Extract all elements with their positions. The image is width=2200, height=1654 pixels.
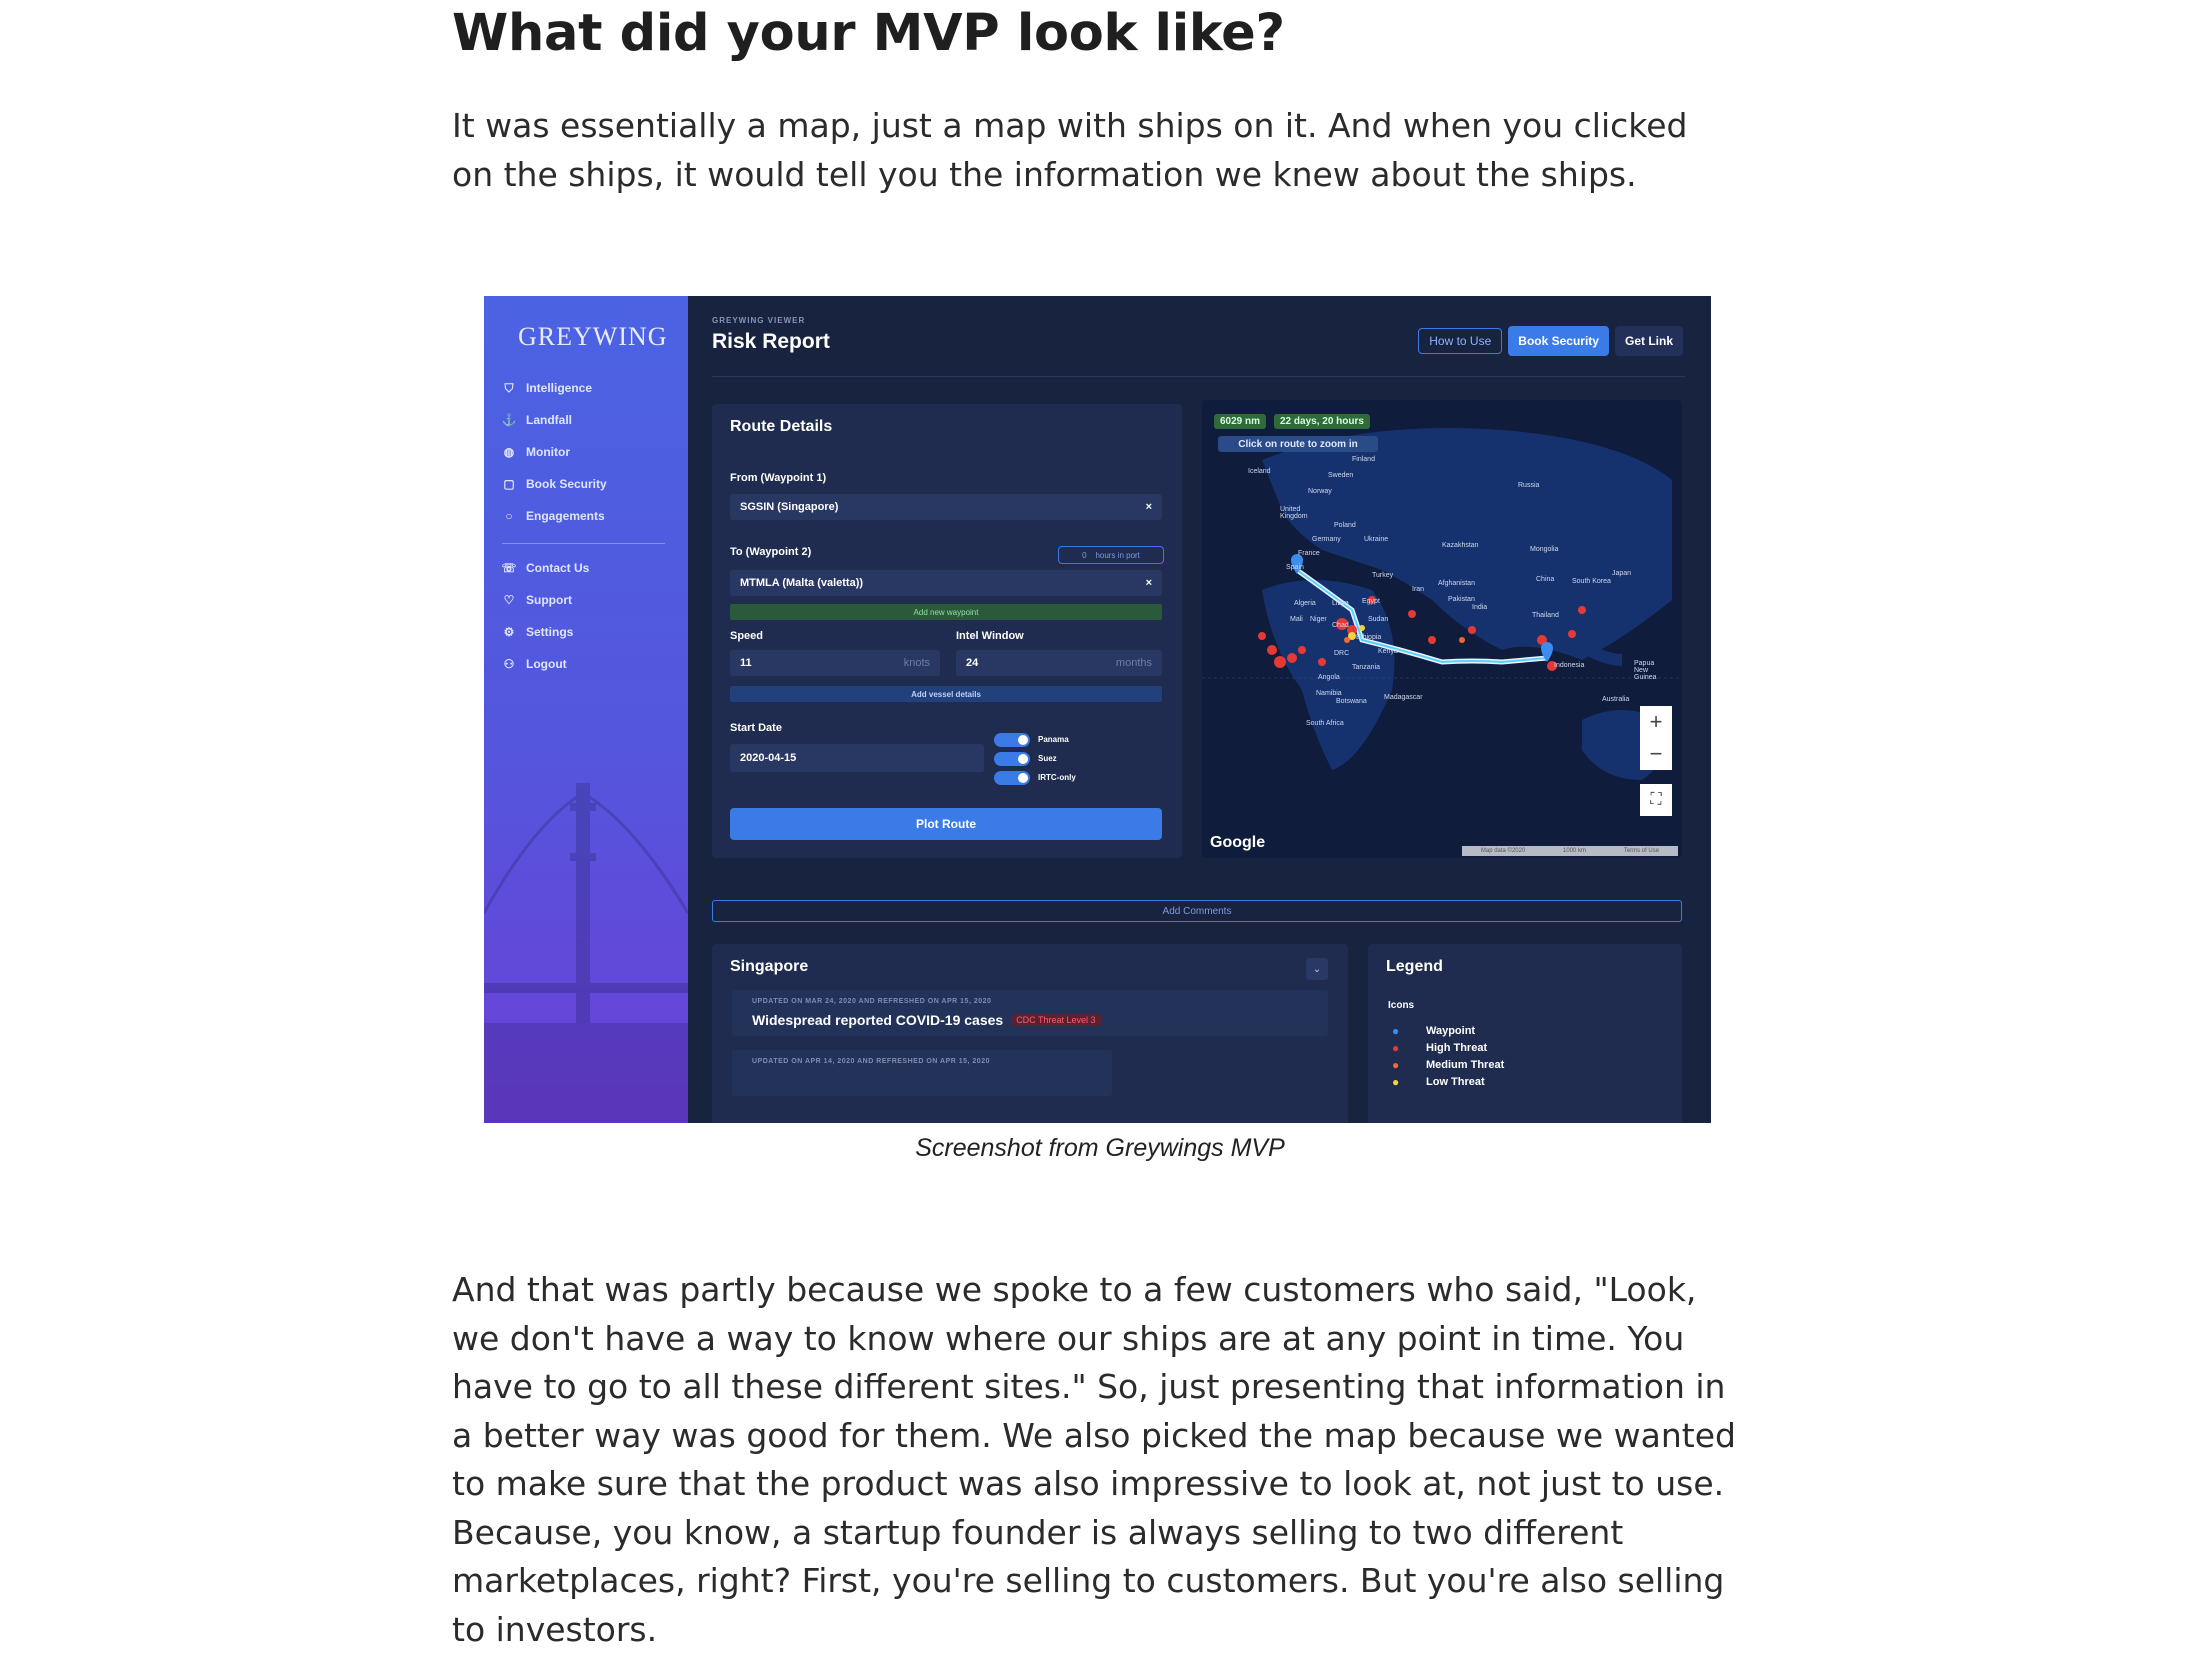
legend-item-waypoint: ● Waypoint [1392,1023,1476,1038]
primary-nav [502,372,607,532]
toggle-suez[interactable]: Suez [994,749,1076,768]
map-label: Mongolia [1530,546,1559,553]
legend-title: Legend [1386,958,1443,975]
map-label: Namibia [1316,690,1342,697]
phone-icon: ☏ [501,561,517,575]
map-label: Kazakhstan [1442,542,1479,549]
nav-item-intelligence[interactable]: ⛉ Intelligence [502,372,607,404]
map-canvas [1202,400,1682,858]
nav-item-engagements[interactable]: ○ Engagements [502,500,607,532]
map-label: Iceland [1248,468,1271,475]
nav-item-contact-us[interactable]: ☏ Contact Us [501,561,590,575]
map-label: Egypt [1362,598,1380,605]
nav-item-landfall[interactable]: ⚓ Landfall [501,413,573,427]
route-map[interactable] [1202,400,1682,858]
speed-input[interactable]: 11 knots [730,650,940,676]
legend-icons-header: Icons [1388,1000,1415,1011]
map-label: Chad [1332,622,1349,629]
map-pin-icon: ● [1392,1057,1400,1072]
threat-badge: CDC Threat Level 3 [1011,1014,1100,1026]
app-sidebar [484,296,688,1123]
map-label: Sweden [1328,472,1354,479]
singapore-card [712,944,1348,1123]
start-date-label: Start Date [730,722,782,734]
bridge-illustration [484,763,688,1123]
google-logo: Google [1210,834,1266,851]
image-caption: Screenshot from Greywings MVP [915,1134,1285,1162]
map-pin-icon: ● [1392,1023,1400,1038]
route-zoom-hint: Click on route to zoom in [1218,436,1378,452]
gear-icon: ⚙ [503,625,515,639]
anchor-icon: ⚓ [501,413,517,427]
intel-window-input[interactable]: 24 months [956,650,1162,676]
get-link-button[interactable]: Get Link [1615,326,1683,356]
terms-link[interactable]: Terms of Use [1623,848,1660,854]
nav-item-book-security[interactable]: ▢ Book Security [503,477,607,491]
sidebar-divider [502,543,665,544]
zoom-in-button[interactable]: + [1640,706,1672,738]
map-label: Ukraine [1364,536,1389,543]
map-label: France [1298,550,1320,557]
secondary-nav [502,552,589,680]
hours-in-port-input[interactable]: 0 hours in port [1058,546,1164,564]
nav-item-logout[interactable]: ⚇ Logout [503,657,567,671]
from-label: From (Waypoint 1) [730,472,827,484]
map-label: Angola [1318,674,1340,681]
legend-list [1392,1022,1504,1090]
map-label: Algeria [1294,600,1316,607]
clear-icon[interactable]: × [1145,501,1152,513]
shield-icon: ⛉ [504,380,514,395]
map-label: Papua New Guinea [1634,660,1657,681]
toggle-switch[interactable] [994,733,1030,747]
nav-item-settings[interactable]: ⚙ Settings [503,625,574,639]
how-to-use-button[interactable]: How to Use [1418,328,1502,354]
viewer-overline: GREYWING VIEWER [712,316,806,325]
intro-paragraph: It was essentially a map, just a map with ships on it. And when you clicked on the ships, it would tell you the information we knew about the ships. [452,106,1688,194]
update-item[interactable] [732,990,1328,1036]
map-label: Madagascar [1384,694,1423,701]
fullscreen-button[interactable]: ⛶ [1640,784,1672,816]
map-label: Tanzania [1352,664,1381,671]
map-label: Turkey [1372,572,1394,579]
map-label: Pakistan [1448,596,1475,603]
section-heading: What did your MVP look like? [452,4,1285,63]
map-label: Mali [1290,616,1303,623]
map-label: South Africa [1306,720,1344,727]
map-label: Ethiopia [1356,634,1382,641]
map-label: DRC [1334,650,1350,657]
update-meta: UPDATED ON MAR 24, 2020 AND REFRESHED ON APR 15, 2020 [752,998,992,1005]
map-label: Afghanistan [1438,580,1475,587]
map-label: Sudan [1368,616,1389,623]
header-actions [1418,326,1683,356]
mvp-screenshot [484,296,1711,1123]
map-label: Iran [1412,586,1425,593]
add-vessel-details-button[interactable]: Add vessel details [730,686,1162,702]
map-label: Indonesia [1554,662,1585,669]
route-duration-badge: 22 days, 20 hours [1274,414,1370,429]
clear-icon[interactable]: × [1145,577,1152,589]
canal-toggles [994,730,1076,787]
circle-icon: ○ [505,509,513,523]
from-field[interactable]: SGSIN (Singapore) × [730,494,1162,520]
page-title: Risk Report [712,330,830,353]
map-label: Finland [1352,456,1375,463]
toggle-switch[interactable] [994,752,1030,766]
map-label: South Korea [1572,578,1611,585]
heart-icon: ♡ [503,593,515,607]
app-main [688,296,1711,1123]
header-divider [712,376,1685,377]
legend-item-high-threat: ● High Threat [1392,1040,1488,1055]
update-item[interactable] [732,1050,1112,1096]
add-waypoint-button[interactable]: Add new waypoint [730,604,1162,620]
map-label: India [1472,604,1488,611]
add-comments-button[interactable]: Add Comments [712,900,1682,922]
legend-item-low-threat: ● Low Threat [1392,1074,1485,1089]
map-label: United Kingdom [1280,506,1308,520]
update-meta: UPDATED ON APR 14, 2020 AND REFRESHED ON APR 15, 2020 [752,1058,990,1065]
map-label: Botswana [1336,698,1367,705]
map-label: Norway [1308,488,1332,495]
book-icon: ▢ [503,477,515,491]
to-label: To (Waypoint 2) [730,546,812,558]
route-details-title: Route Details [730,418,833,435]
toggle-irtc-only[interactable]: IRTC-only [994,768,1076,787]
map-label: Poland [1334,522,1356,529]
book-security-button[interactable]: Book Security [1508,326,1609,356]
map-label: Russia [1518,482,1540,489]
map-label: Australia [1602,696,1630,703]
map-pin-icon: ● [1392,1040,1400,1055]
body-paragraph: And that was partly because we spoke to a few customers who said, "Look, we don't have a way to know where our ships are at any point in time. You have to go to all these different sites." So, just presenting that information in a better way was good for them. We also picked the map because we wanted to make sure that the product was also impressive to look at, not just to use. Because, you know, a startup founder is always selling to two different marketplaces, right? First, you're selling to customers. But you're also selling to investors. [452,1270,1736,1649]
map-pin-icon: ● [1392,1074,1400,1089]
map-attribution: Map data ©2020 1000 km Terms of Use [1462,846,1678,856]
chevron-down-icon[interactable]: ⌄ [1306,958,1328,980]
greywing-logo: GREYWING [518,322,668,351]
legend-card [1368,944,1682,1123]
start-date-input[interactable]: 2020-04-15 [730,744,984,772]
nav-item-monitor[interactable]: ◍ Monitor [503,445,570,459]
speed-label: Speed [730,630,764,642]
toggle-panama[interactable]: Panama [994,730,1076,749]
to-field[interactable]: MTMLA (Malta (valetta)) × [730,570,1162,596]
nav-item-support[interactable]: ♡ Support [503,593,572,607]
plot-route-button[interactable]: Plot Route [730,808,1162,840]
update-title: Widespread reported COVID-19 cases CDC Threat Level 3 [752,1012,1101,1028]
map-label: Japan [1612,570,1632,577]
singapore-title: Singapore [730,958,809,975]
route-distance-badge: 6029 nm [1214,414,1266,429]
map-label: Spain [1286,564,1304,571]
map-label: Niger [1310,616,1327,623]
user-icon: ⚇ [503,657,515,671]
legend-item-medium-threat: ● Medium Threat [1392,1057,1505,1072]
globe-icon: ◍ [503,445,515,459]
map-label: Germany [1312,536,1341,543]
map-label: Kenya [1378,648,1398,655]
route-details-card [712,404,1182,858]
intel-window-label: Intel Window [956,630,1024,642]
map-label: Libya [1332,600,1349,607]
map-label: China [1536,576,1555,583]
zoom-out-button[interactable]: − [1640,738,1672,770]
map-label: Thailand [1532,612,1559,619]
toggle-switch[interactable] [994,771,1030,785]
